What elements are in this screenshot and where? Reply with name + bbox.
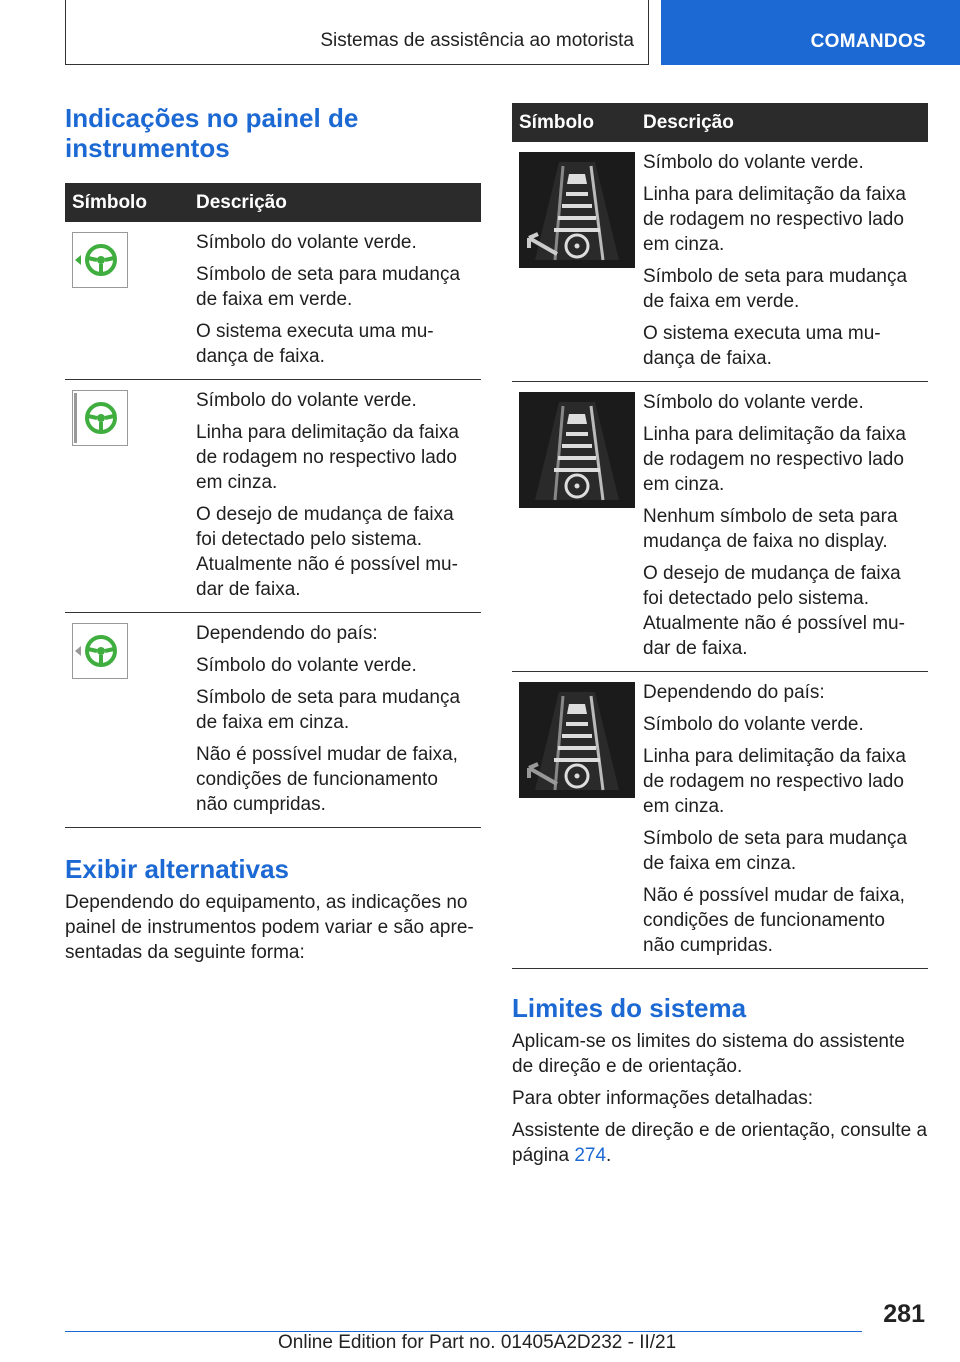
limits-text: Assistente de direção e de orientação, consulte a página: [512, 1120, 928, 1166]
header-section-title: Sistemas de assistência ao motorista: [320, 30, 634, 51]
col-header-symbol: Símbolo: [512, 103, 636, 142]
table-row: [65, 380, 481, 613]
table-header-row: [65, 183, 481, 222]
table-row: [65, 613, 481, 828]
desc-line: Não é possível mudar de faixa, condições de funcionamento não cumpridas.: [643, 885, 905, 956]
header-chapter-label: COMANDOS: [810, 31, 926, 52]
limits-paragraph-1: Aplicam-se os limites do sistema do assistente de direção e de orientação.: [512, 1031, 905, 1077]
desc-line: Dependendo do país:: [643, 682, 825, 703]
header-chapter-tab[interactable]: [661, 0, 960, 65]
green-steering-wheel-grey-arrow-icon: [72, 623, 128, 679]
col-header-description: Descrição: [636, 103, 928, 142]
desc-line: O desejo de mudança de faixa foi detectado pelo sistema. Atualmente não é possível mu-dar de faixa.: [643, 563, 905, 659]
indicator-table-left: [65, 183, 481, 828]
section-heading-limites: Limites do sistema: [512, 993, 747, 1023]
desc-line: Linha para delimitação da faixa de rodagem no respectivo lado em cinza.: [643, 746, 907, 817]
table-row: [65, 222, 481, 380]
left-column: [65, 100, 481, 972]
section-heading-indicacoes: Indicações no painel de instrumentos: [65, 103, 359, 163]
desc-line: O desejo de mudança de faixa foi detectado pelo sistema. Atualmente não é possível mu-dar de faixa.: [196, 504, 458, 600]
desc-line: Linha para delimitação da faixa de rodagem no respectivo lado em cinza.: [196, 422, 460, 493]
desc-line: Linha para delimitação da faixa de rodagem no respectivo lado em cinza.: [643, 184, 907, 255]
alt-paragraph: Dependendo do equipamento, as indicações no painel de instrumentos podem variar e são apre-sentadas da seguinte forma:: [65, 892, 474, 963]
symbol-cell: [65, 613, 189, 828]
description-cell: [189, 613, 481, 828]
table-row: [512, 142, 928, 382]
footer-edition[interactable]: Online Edition for Part no. 01405A2D232 - II/21: [278, 1332, 677, 1353]
col-header-symbol: Símbolo: [65, 183, 189, 222]
indicator-table-right: [512, 103, 928, 969]
desc-line: Símbolo do volante verde.: [643, 714, 864, 735]
symbol-cell: [65, 380, 189, 613]
desc-line: Símbolo de seta para mudança de faixa em verde.: [643, 266, 908, 312]
limits-paragraph-2: Para obter informações detalhadas:: [512, 1088, 814, 1109]
right-column: [512, 103, 928, 1175]
symbol-cell: [512, 142, 636, 382]
desc-line: Símbolo do volante verde.: [196, 390, 417, 411]
limits-paragraph-3: [512, 1118, 928, 1168]
description-cell: [189, 380, 481, 613]
desc-line: Símbolo do volante verde.: [643, 392, 864, 413]
desc-line: Linha para delimitação da faixa de rodagem no respectivo lado em cinza.: [643, 424, 907, 495]
limits-period: .: [606, 1145, 612, 1166]
green-steering-wheel-icon: [72, 390, 128, 446]
table-row: [512, 672, 928, 969]
description-cell: [636, 382, 928, 672]
desc-line: Não é possível mudar de faixa, condições de funcionamento não cumpridas.: [196, 744, 458, 815]
desc-line: Dependendo do país:: [196, 623, 378, 644]
page-number: 281: [883, 1300, 925, 1328]
desc-line: Símbolo de seta para mudança de faixa em cinza.: [196, 687, 461, 733]
lane-display-icon: [519, 392, 635, 508]
symbol-cell: [512, 382, 636, 672]
desc-line: Símbolo do volante verde.: [643, 152, 864, 173]
page-link-274[interactable]: 274: [574, 1145, 607, 1166]
table-header-row: [512, 103, 928, 142]
desc-line: Símbolo de seta para mudança de faixa em verde.: [196, 264, 461, 310]
desc-line: Símbolo do volante verde.: [196, 232, 417, 253]
col-header-description: Descrição: [189, 183, 481, 222]
desc-line: O sistema executa uma mu-dança de faixa.: [643, 323, 881, 369]
description-cell: [189, 222, 481, 380]
lane-display-grey-arrow-icon: [519, 682, 635, 798]
table-row: [512, 382, 928, 672]
symbol-cell: [65, 222, 189, 380]
desc-line: Nenhum símbolo de seta para mudança de faixa no display.: [643, 506, 898, 552]
desc-line: Símbolo de seta para mudança de faixa em cinza.: [643, 828, 908, 874]
lane-display-arrow-icon: [519, 152, 635, 268]
green-steering-wheel-lane-change-icon: [72, 232, 128, 288]
symbol-cell: [512, 672, 636, 969]
header-section-box: [65, 0, 649, 65]
description-cell: [636, 672, 928, 969]
description-cell: [636, 142, 928, 382]
section-heading-exibir: Exibir alternativas: [65, 854, 289, 884]
desc-line: Símbolo do volante verde.: [196, 655, 417, 676]
desc-line: O sistema executa uma mu-dança de faixa.: [196, 321, 434, 367]
